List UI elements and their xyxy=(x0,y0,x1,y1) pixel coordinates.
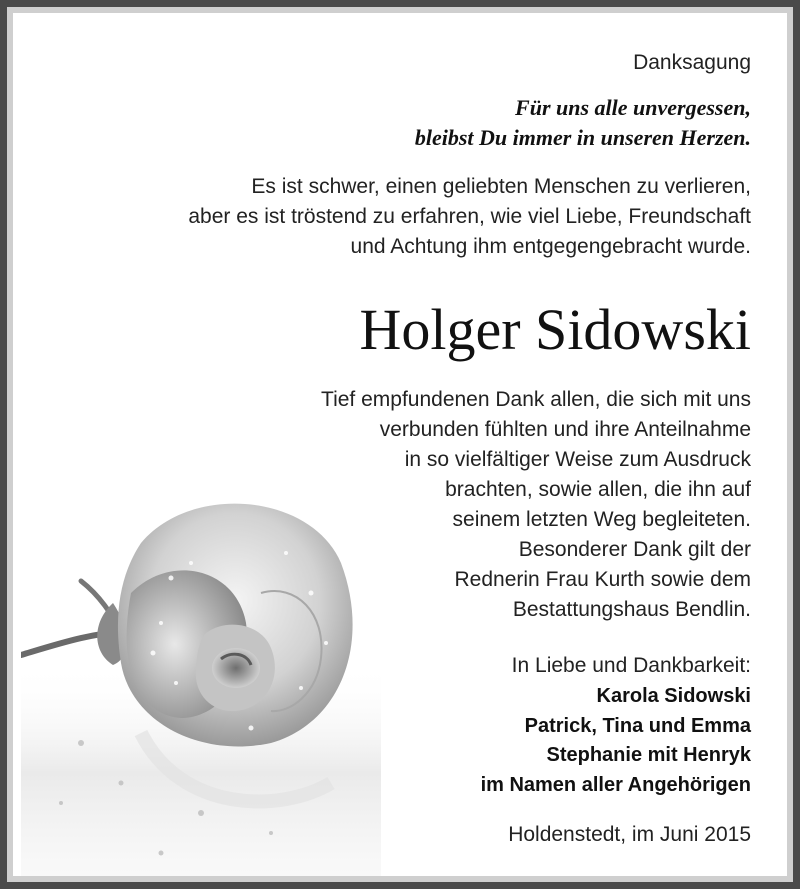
signer-name: Patrick, Tina und Emma xyxy=(524,714,751,737)
signer-name: Stephanie mit Henryk xyxy=(546,744,751,766)
intro-paragraph xyxy=(188,172,751,262)
closing-phrase: In Liebe und Dankbarkeit: xyxy=(511,654,751,677)
motto-line: Für uns alle unvergessen, xyxy=(515,95,751,120)
intro-line: aber es ist tröstend zu erfahren, wie viel Liebe, Freundschaft xyxy=(188,205,751,228)
thanks-line: verbunden fühlten und ihre Anteilnahme xyxy=(379,418,751,441)
notice-heading: Danksagung xyxy=(633,51,751,74)
place-date: Holdenstedt, im Juni 2015 xyxy=(508,823,751,846)
thanks-line: brachten, sowie allen, die ihn auf xyxy=(445,478,751,501)
thanks-line: Rednerin Frau Kurth sowie dem xyxy=(454,568,751,591)
intro-line: und Achtung ihm entgegengebracht wurde. xyxy=(350,235,751,258)
thanks-line: Bestattungshaus Bendlin. xyxy=(512,598,751,621)
intro-line: Es ist schwer, einen geliebten Menschen zu verlieren, xyxy=(251,175,751,198)
thanks-line: seinem letzten Weg begleiteten. xyxy=(452,508,751,531)
motto-verse xyxy=(415,93,751,153)
motto-line: bleibst Du immer in unseren Herzen. xyxy=(414,125,751,150)
thanks-line: Besonderer Dank gilt der xyxy=(518,538,751,561)
thanks-line: in so vielfältiger Weise zum Ausdruck xyxy=(404,448,751,471)
signer-name: Karola Sidowski xyxy=(596,685,751,707)
thanks-paragraph xyxy=(321,385,751,625)
signer-name: im Namen aller Angehörigen xyxy=(480,773,751,796)
notice-card xyxy=(7,7,793,882)
signers-list xyxy=(481,682,751,800)
deceased-name: Holger Sidowski xyxy=(359,297,751,362)
thanks-line: Tief empfundenen Dank allen, die sich mit uns xyxy=(321,388,751,411)
